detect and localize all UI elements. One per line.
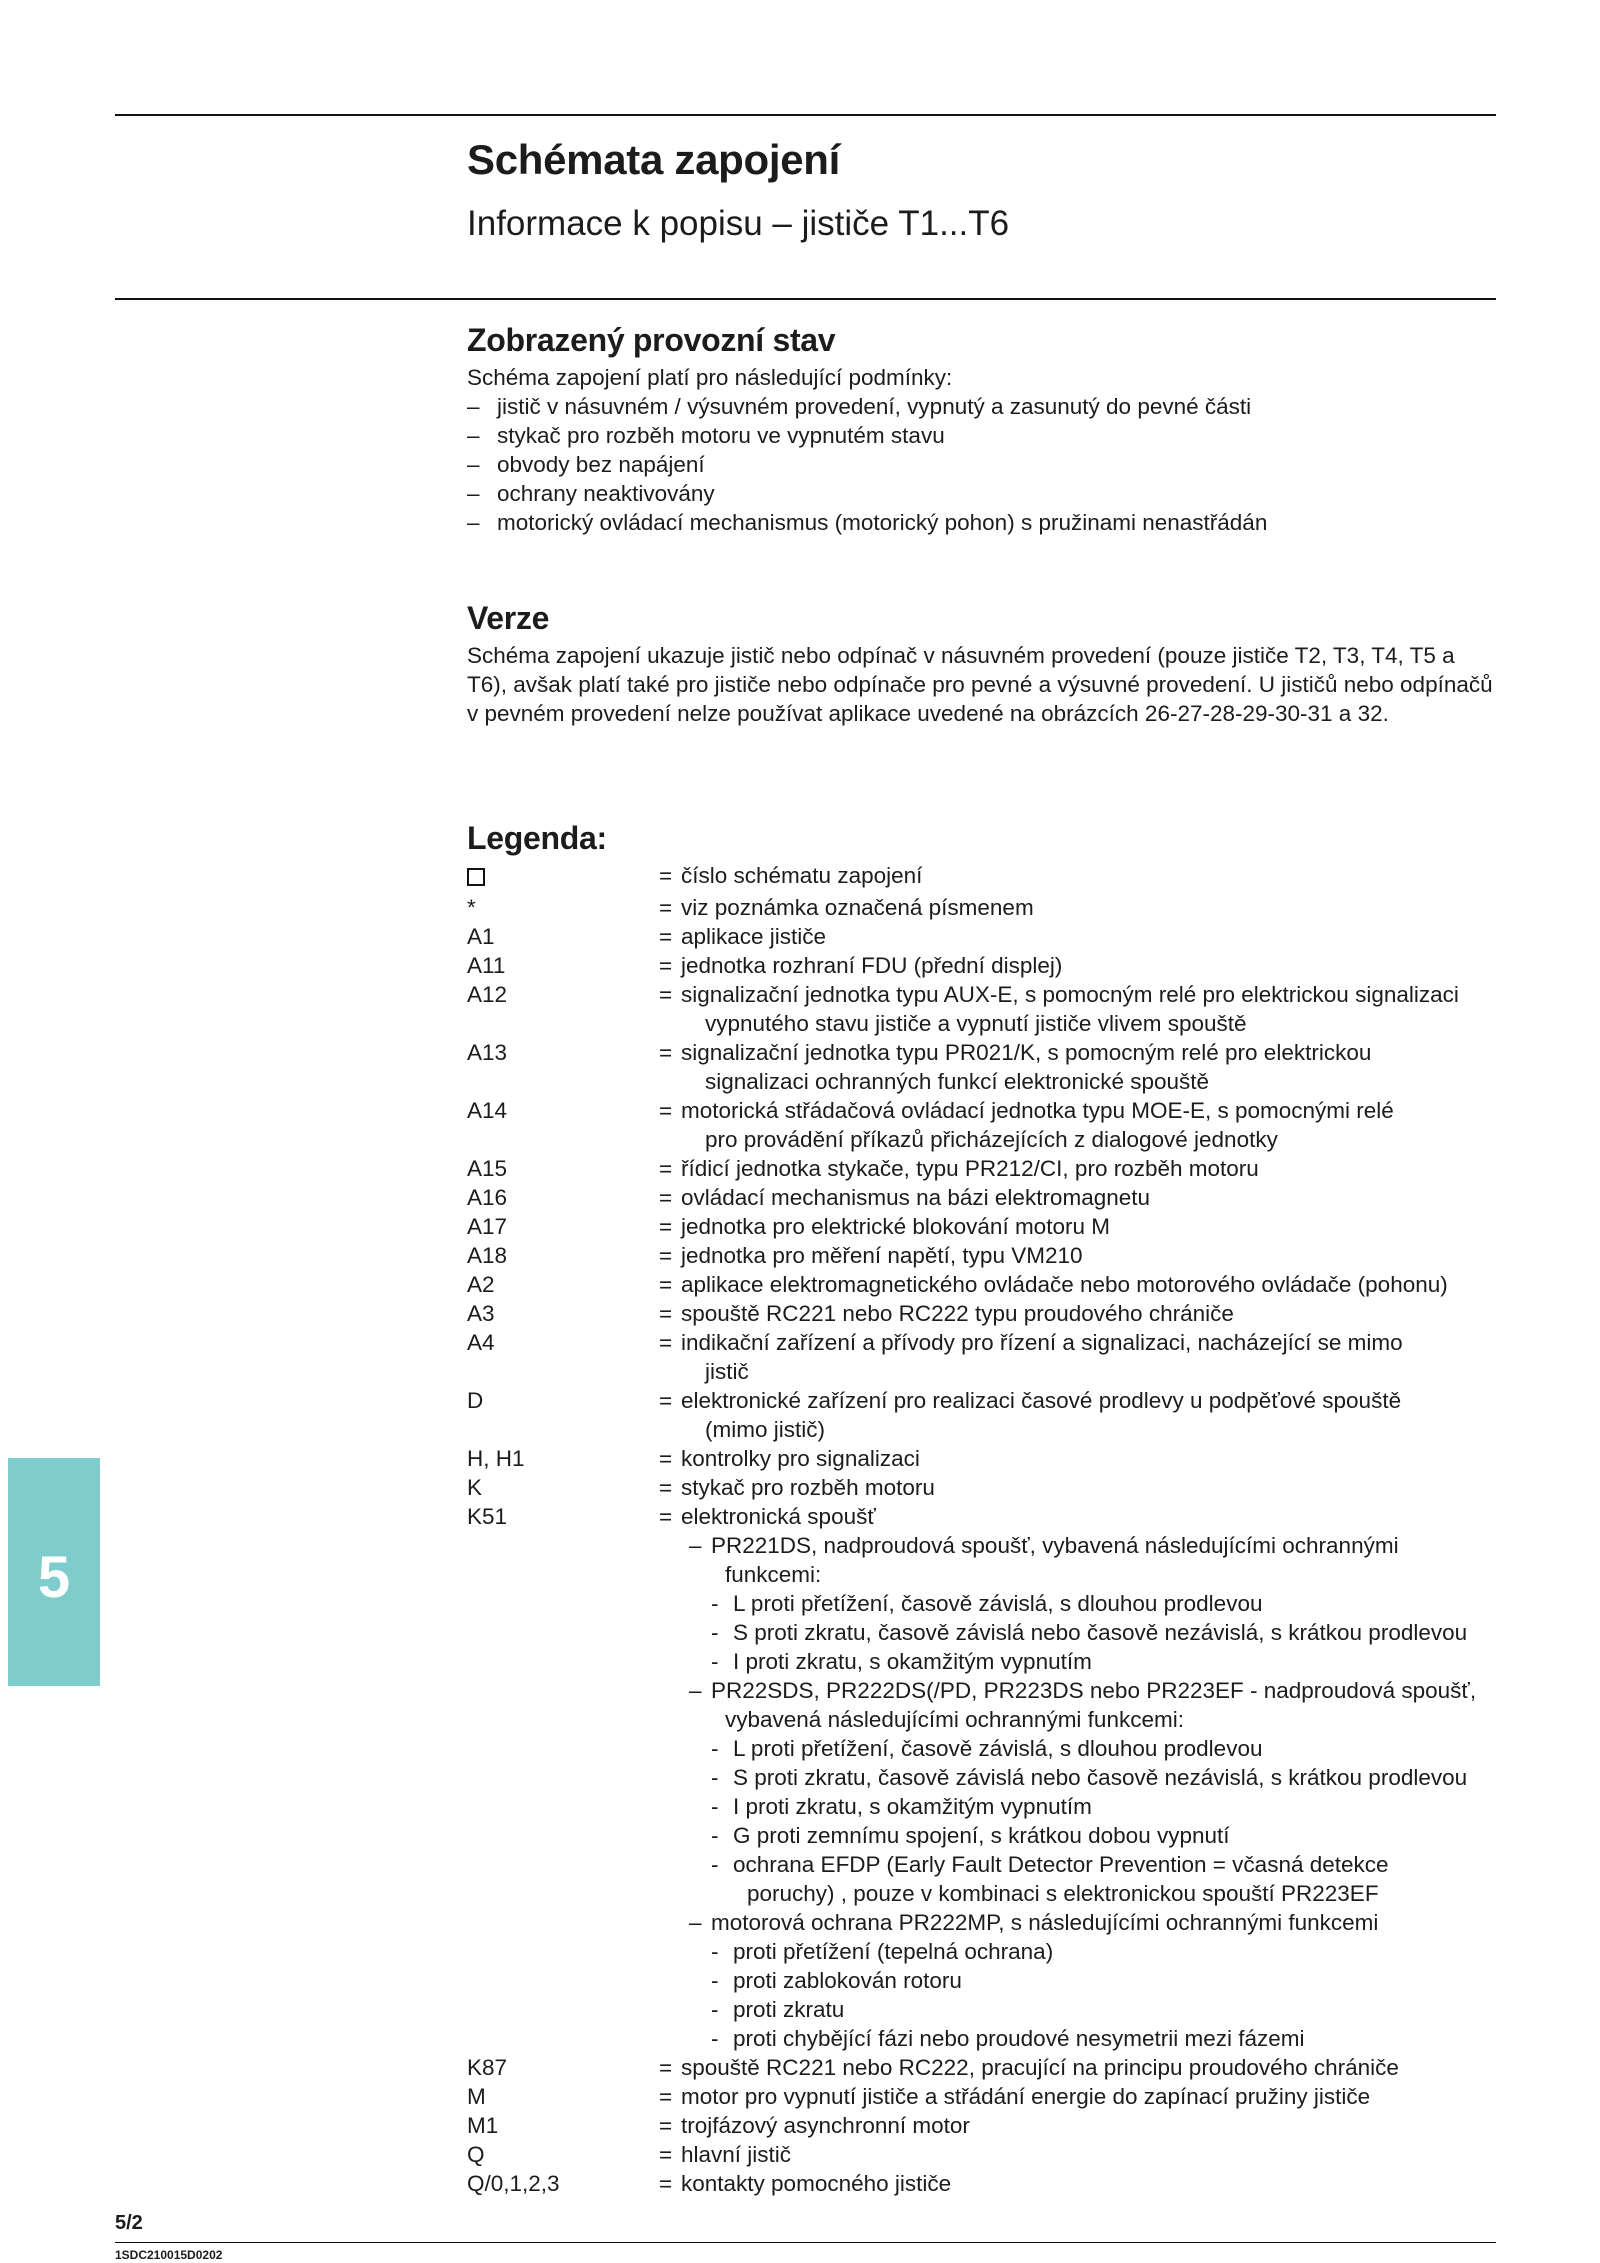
legend-description bbox=[681, 1096, 1497, 1154]
protection-function-item bbox=[467, 1618, 1497, 1647]
legend-description bbox=[681, 1270, 1497, 1299]
legend-equals: = bbox=[659, 1330, 673, 1355]
protection-function-text bbox=[733, 1647, 1497, 1676]
item-dash: - bbox=[711, 1823, 719, 1848]
legend-key: M bbox=[467, 2084, 486, 2109]
protection-function-text bbox=[733, 2024, 1497, 2053]
legend-key: K87 bbox=[467, 2055, 508, 2080]
legend-key: A3 bbox=[467, 1301, 495, 1326]
protection-function-text bbox=[733, 1792, 1497, 1821]
legend-description bbox=[681, 922, 1497, 951]
legend-description-text: kontrolky pro signalizaci bbox=[681, 1446, 920, 1471]
legend-description-text: trojfázový asynchronní motor bbox=[681, 2113, 970, 2138]
legend-equals: = bbox=[659, 2113, 673, 2138]
legend-description bbox=[681, 2169, 1497, 2198]
header-rule-bottom bbox=[115, 298, 1496, 300]
legend-description bbox=[681, 1212, 1497, 1241]
legend-description bbox=[681, 1502, 1497, 1531]
trip-unit-group bbox=[467, 1908, 1497, 1937]
protection-function-item bbox=[467, 1966, 1497, 1995]
protection-function-item bbox=[467, 1995, 1497, 2024]
legend-key: A11 bbox=[467, 953, 506, 978]
list-item: – motorický ovládací mechanismus (motorický pohon) s pružinami nenastřádán bbox=[467, 510, 1268, 535]
item-dash: - bbox=[711, 1852, 719, 1877]
legend-key: A4 bbox=[467, 1330, 495, 1355]
legend-equals: = bbox=[659, 2084, 673, 2109]
legend-row bbox=[467, 1038, 1497, 1096]
trip-unit-title-text: motorová ochrana PR222MP, s následujícími ochrannými funkcemi bbox=[711, 1910, 1379, 1935]
legend-description-text: viz poznámka označená písmenem bbox=[681, 895, 1034, 920]
legend-key: K bbox=[467, 1475, 483, 1500]
legend-row bbox=[467, 1473, 1497, 1502]
legend-equals: = bbox=[659, 1446, 673, 1471]
legend-equals: = bbox=[659, 1156, 673, 1181]
item-dash: - bbox=[711, 1765, 719, 1790]
operating-state-list bbox=[467, 392, 1497, 537]
header-rule-top bbox=[115, 114, 1496, 116]
protection-function-text bbox=[733, 1589, 1497, 1618]
legend-description-text: aplikace elektromagnetického ovládače nebo motorového ovládače (pohonu) bbox=[681, 1272, 1448, 1297]
legend-equals: = bbox=[659, 1272, 673, 1297]
legend-row bbox=[467, 1096, 1497, 1154]
legend-description-text: jednotka pro elektrické blokování motoru M bbox=[681, 1214, 1110, 1239]
protection-function-text-main: proti chybějící fázi nebo proudové nesymetrii mezi fázemi bbox=[733, 2026, 1305, 2051]
document-code: 1SDC210015D0202 bbox=[115, 2248, 223, 2262]
footer-rule bbox=[115, 2242, 1496, 2243]
legend-equals: = bbox=[659, 863, 673, 888]
trip-unit-group bbox=[467, 1676, 1497, 1734]
legend-description-continued: signalizaci ochranných funkcí elektronické spouště bbox=[705, 1069, 1210, 1094]
list-item-text: motorický ovládací mechanismus (motorický pohon) s pružinami nenastřádán bbox=[497, 510, 1268, 535]
trip-unit-title bbox=[711, 1531, 1497, 1589]
chapter-tab bbox=[8, 1458, 100, 1686]
legend-key: A12 bbox=[467, 982, 508, 1007]
legend-row bbox=[467, 1299, 1497, 1328]
legend-key: * bbox=[467, 895, 476, 920]
legend-description bbox=[681, 2111, 1497, 2140]
legend-description-text: indikační zařízení a přívody pro řízení a signalizaci, nacházející se mimo bbox=[681, 1330, 1403, 1355]
legend-row bbox=[467, 1212, 1497, 1241]
legend-description bbox=[681, 1154, 1497, 1183]
protection-function-text-main: proti zablokován rotoru bbox=[733, 1968, 962, 1993]
legend-section bbox=[467, 820, 1497, 2198]
item-dash: - bbox=[711, 1736, 719, 1761]
trip-unit-title bbox=[711, 1676, 1497, 1734]
protection-function-text-continued: poruchy) , pouze v kombinaci s elektronickou spouští PR223EF bbox=[747, 1881, 1379, 1906]
legend-description-text: řídicí jednotka stykače, typu PR212/CI, pro rozběh motoru bbox=[681, 1156, 1259, 1181]
legend-equals: = bbox=[659, 1098, 673, 1123]
protection-function-item bbox=[467, 1937, 1497, 1966]
legend-description-text: elektronická spoušť bbox=[681, 1504, 876, 1529]
legend-description-text: kontakty pomocného jističe bbox=[681, 2171, 952, 2196]
legend-equals: = bbox=[659, 1475, 673, 1500]
protection-function-text-main: I proti zkratu, s okamžitým vypnutím bbox=[733, 1649, 1092, 1674]
legend-key: Q/0,1,2,3 bbox=[467, 2171, 560, 2196]
protection-function-item bbox=[467, 1821, 1497, 1850]
protection-function-text bbox=[733, 1821, 1497, 1850]
protection-function-text-main: I proti zkratu, s okamžitým vypnutím bbox=[733, 1794, 1092, 1819]
legend-equals: = bbox=[659, 2055, 673, 2080]
protection-function-item bbox=[467, 1647, 1497, 1676]
list-item-text: stykač pro rozběh motoru ve vypnutém stavu bbox=[497, 423, 945, 448]
legend-row bbox=[467, 1386, 1497, 1444]
legend-equals: = bbox=[659, 1388, 673, 1413]
list-item-text: jistič v násuvném / výsuvném provedení, vypnutý a zasunutý do pevné části bbox=[497, 394, 1252, 419]
list-item: – obvody bez napájení bbox=[467, 452, 705, 477]
protection-function-item bbox=[467, 1850, 1497, 1908]
protection-function-text-main: G proti zemnímu spojení, s krátkou dobou vypnutí bbox=[733, 1823, 1230, 1848]
protection-function-item bbox=[467, 1792, 1497, 1821]
legend-description bbox=[681, 1473, 1497, 1502]
legend-key bbox=[467, 861, 659, 893]
legend-description-text: spouště RC221 nebo RC222 typu proudového chrániče bbox=[681, 1301, 1234, 1326]
operating-state-intro: Schéma zapojení platí pro následující podmínky: bbox=[467, 365, 953, 390]
legend-description bbox=[681, 893, 1497, 922]
legend-key: K51 bbox=[467, 1504, 508, 1529]
item-dash: - bbox=[711, 1591, 719, 1616]
legend-description bbox=[681, 2082, 1497, 2111]
legend-equals: = bbox=[659, 1185, 673, 1210]
legend-row bbox=[467, 1328, 1497, 1386]
protection-function-text bbox=[733, 1966, 1497, 1995]
legend-key: A14 bbox=[467, 1098, 508, 1123]
item-dash: - bbox=[711, 1939, 719, 1964]
version-text: Schéma zapojení ukazuje jistič nebo odpínač v násuvném provedení (pouze jističe T2, T3, T4, T5 a T6), avšak platí také pro jističe nebo odpínače pro pevné a výsuvné provedení. U jističů nebo odpínačů v pevném provedení nelze používat aplikace uvedené na obrázcích 26-27-28-29-30-31 a 32. bbox=[467, 643, 1493, 726]
legend-key: A16 bbox=[467, 1185, 508, 1210]
version-heading: Verze bbox=[467, 600, 550, 636]
legend-key: A2 bbox=[467, 1272, 495, 1297]
legend-description bbox=[681, 1038, 1497, 1096]
legend-description-text: motorická střádačová ovládací jednotka typu MOE-E, s pomocnými relé bbox=[681, 1098, 1394, 1123]
legend-description bbox=[681, 1299, 1497, 1328]
protection-function-text bbox=[733, 1937, 1497, 1966]
legend-equals: = bbox=[659, 2142, 673, 2167]
legend-row bbox=[467, 2082, 1497, 2111]
legend-description-text: aplikace jističe bbox=[681, 924, 827, 949]
legend-row bbox=[467, 980, 1497, 1038]
legend-equals: = bbox=[659, 2171, 673, 2196]
legend-description-text: elektronické zařízení pro realizaci časové prodlevy u podpěťové spouště bbox=[681, 1388, 1402, 1413]
legend-row bbox=[467, 2111, 1497, 2140]
legend-key: A17 bbox=[467, 1214, 508, 1239]
trip-unit-title bbox=[711, 1908, 1497, 1937]
legend-row bbox=[467, 922, 1497, 951]
protection-function-text bbox=[733, 1850, 1497, 1908]
protection-function-text bbox=[733, 1734, 1497, 1763]
item-dash: - bbox=[711, 1794, 719, 1819]
trip-unit-title-text: PR22SDS, PR222DS(/PD, PR223DS nebo PR223EF - nadproudová spoušť, bbox=[711, 1678, 1477, 1703]
trip-unit-title-text: PR221DS, nadproudová spoušť, vybavená následujícími ochrannými bbox=[711, 1533, 1399, 1558]
item-dash: - bbox=[711, 1649, 719, 1674]
legend-heading: Legenda: bbox=[467, 820, 607, 856]
chapter-number: 5 bbox=[37, 1545, 71, 1610]
legend-key: M1 bbox=[467, 2113, 499, 2138]
protection-function-text-main: L proti přetížení, časově závislá, s dlouhou prodlevou bbox=[733, 1591, 1263, 1616]
legend-description-text: signalizační jednotka typu PR021/K, s pomocným relé pro elektrickou bbox=[681, 1040, 1372, 1065]
legend-description bbox=[681, 1183, 1497, 1212]
legend-description bbox=[681, 1444, 1497, 1473]
item-dash: - bbox=[711, 1997, 719, 2022]
protection-function-text-main: proti zkratu bbox=[733, 1997, 845, 2022]
legend-key: A1 bbox=[467, 924, 495, 949]
legend-row bbox=[467, 1154, 1497, 1183]
legend-description-text: signalizační jednotka typu AUX-E, s pomocným relé pro elektrickou signalizaci bbox=[681, 982, 1459, 1007]
legend-equals: = bbox=[659, 1301, 673, 1326]
protection-function-text-main: ochrana EFDP (Early Fault Detector Prevention = včasná detekce bbox=[733, 1852, 1389, 1877]
trip-unit-title-continued: funkcemi: bbox=[725, 1562, 822, 1587]
legend-description-text: hlavní jistič bbox=[681, 2142, 792, 2167]
legend-description-continued: (mimo jistič) bbox=[705, 1417, 825, 1442]
protection-function-text bbox=[733, 1763, 1497, 1792]
page-subtitle: Informace k popisu – jističe T1...T6 bbox=[467, 204, 1010, 243]
legend-row bbox=[467, 1241, 1497, 1270]
legend-row bbox=[467, 861, 1497, 893]
legend-description bbox=[681, 980, 1497, 1038]
legend-row bbox=[467, 1444, 1497, 1473]
protection-function-text-main: proti přetížení (tepelná ochrana) bbox=[733, 1939, 1054, 1964]
version-section bbox=[467, 600, 1497, 728]
list-item: – jistič v násuvném / výsuvném provedení, vypnutý a zasunutý do pevné části bbox=[467, 394, 1252, 419]
legend-key: A15 bbox=[467, 1156, 508, 1181]
item-dash: - bbox=[711, 1620, 719, 1645]
legend-row bbox=[467, 1183, 1497, 1212]
group-dash: – bbox=[689, 1910, 702, 1935]
legend-row bbox=[467, 2053, 1497, 2082]
legend-row bbox=[467, 2169, 1497, 2198]
legend-description bbox=[681, 2053, 1497, 2082]
legend-description-continued: vypnutého stavu jističe a vypnutí jističe vlivem spouště bbox=[705, 1011, 1247, 1036]
legend-equals: = bbox=[659, 982, 673, 1007]
protection-function-text bbox=[733, 1995, 1497, 2024]
list-item: – ochrany neaktivovány bbox=[467, 481, 715, 506]
legend-description bbox=[681, 951, 1497, 980]
legend-equals: = bbox=[659, 1040, 673, 1065]
list-item: – stykač pro rozběh motoru ve vypnutém stavu bbox=[467, 423, 945, 448]
operating-state-section bbox=[467, 322, 1497, 537]
protection-function-item bbox=[467, 1763, 1497, 1792]
list-item-text: ochrany neaktivovány bbox=[497, 481, 715, 506]
legend-description-text: číslo schématu zapojení bbox=[681, 863, 923, 888]
legend-equals: = bbox=[659, 924, 673, 949]
legend-description-continued: jistič bbox=[705, 1359, 749, 1384]
legend-description bbox=[681, 1386, 1497, 1444]
item-dash: - bbox=[711, 1968, 719, 1993]
legend-row bbox=[467, 951, 1497, 980]
diagram-number-box-icon bbox=[467, 868, 485, 886]
item-dash: - bbox=[711, 2026, 719, 2051]
list-item-text: obvody bez napájení bbox=[497, 452, 705, 477]
legend-description bbox=[681, 1241, 1497, 1270]
group-dash: – bbox=[689, 1678, 702, 1703]
protection-function-text bbox=[733, 1618, 1497, 1647]
legend-equals: = bbox=[659, 895, 673, 920]
legend-equals: = bbox=[659, 1504, 673, 1529]
legend-description-text: jednotka pro měření napětí, typu VM210 bbox=[681, 1243, 1083, 1268]
legend-key: D bbox=[467, 1388, 484, 1413]
legend-equals: = bbox=[659, 1243, 673, 1268]
legend-key: A18 bbox=[467, 1243, 508, 1268]
legend-description-text: motor pro vypnutí jističe a střádání energie do zapínací pružiny jističe bbox=[681, 2084, 1371, 2109]
legend-key: Q bbox=[467, 2142, 485, 2167]
legend-description-text: ovládací mechanismus na bázi elektromagnetu bbox=[681, 1185, 1151, 1210]
trip-unit-title-continued: vybavená následujícími ochrannými funkcemi: bbox=[725, 1707, 1184, 1732]
legend-key: H, H1 bbox=[467, 1446, 525, 1471]
protection-function-item bbox=[467, 1734, 1497, 1763]
legend-description-text: stykač pro rozběh motoru bbox=[681, 1475, 935, 1500]
protection-function-text-main: S proti zkratu, časově závislá nebo časově nezávislá, s krátkou prodlevou bbox=[733, 1620, 1468, 1645]
page-number: 5/2 bbox=[115, 2212, 143, 2234]
legend-description-text: spouště RC221 nebo RC222, pracující na principu proudového chrániče bbox=[681, 2055, 1399, 2080]
operating-state-heading: Zobrazený provozní stav bbox=[467, 322, 836, 358]
trip-unit-group bbox=[467, 1531, 1497, 1589]
page-title: Schémata zapojení bbox=[467, 136, 841, 183]
legend-key: A13 bbox=[467, 1040, 508, 1065]
legend-description bbox=[681, 2140, 1497, 2169]
legend-row bbox=[467, 1502, 1497, 1531]
protection-function-text-main: L proti přetížení, časově závislá, s dlouhou prodlevou bbox=[733, 1736, 1263, 1761]
legend-row bbox=[467, 1270, 1497, 1299]
legend-row bbox=[467, 2140, 1497, 2169]
legend-description bbox=[681, 1328, 1497, 1386]
legend-description-continued: pro provádění příkazů přicházejících z dialogové jednotky bbox=[705, 1127, 1278, 1152]
legend-table bbox=[467, 861, 1497, 2198]
protection-function-item bbox=[467, 1589, 1497, 1618]
protection-function-item bbox=[467, 2024, 1497, 2053]
legend-description bbox=[681, 861, 1497, 893]
protection-function-text-main: S proti zkratu, časově závislá nebo časově nezávislá, s krátkou prodlevou bbox=[733, 1765, 1468, 1790]
group-dash: – bbox=[689, 1533, 702, 1558]
legend-row bbox=[467, 893, 1497, 922]
legend-equals: = bbox=[659, 953, 673, 978]
legend-equals: = bbox=[659, 1214, 673, 1239]
legend-description-text: jednotka rozhraní FDU (přední displej) bbox=[681, 953, 1063, 978]
